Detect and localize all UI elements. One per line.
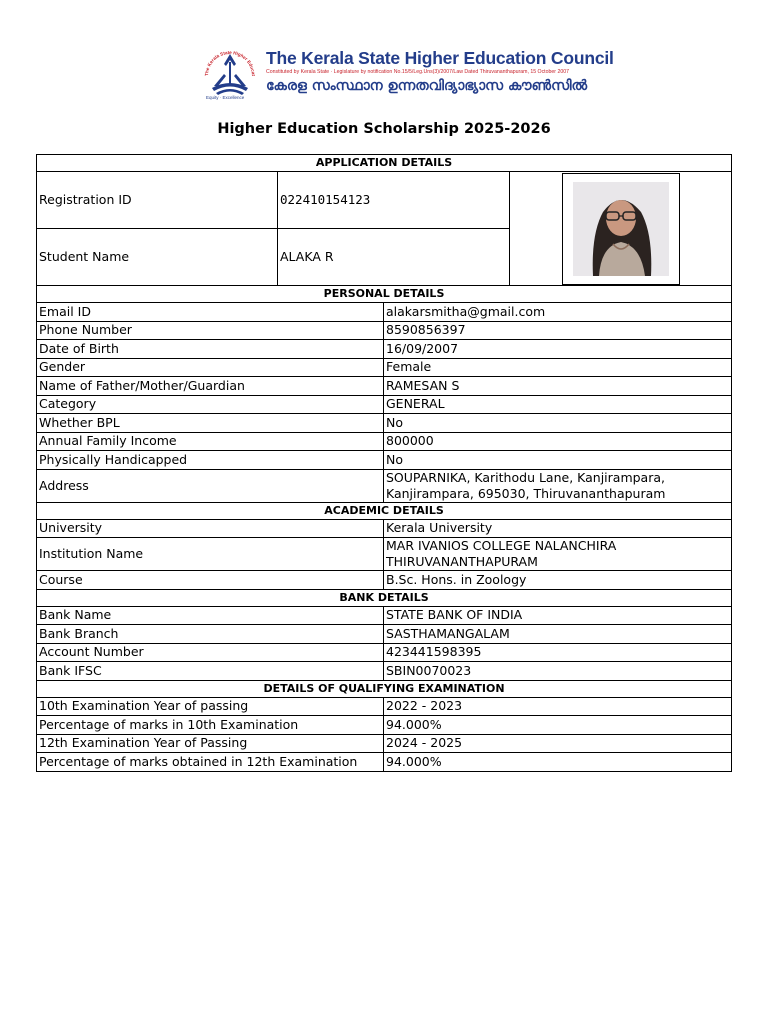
university-label: University bbox=[37, 519, 384, 538]
row-label: Date of Birth bbox=[37, 340, 384, 359]
constitution-note: Constituted by Kerala State · Legislature by notification No.15/5/Leg.Uns(3)/2007/Law Dated Thiruvananthapuram, 15 October 2007 bbox=[266, 69, 569, 75]
row-value: 8590856397 bbox=[384, 321, 732, 340]
course-value: B.Sc. Hons. in Zoology bbox=[384, 571, 732, 590]
table-row bbox=[37, 451, 732, 470]
table-row bbox=[37, 358, 732, 377]
institution-label: Institution Name bbox=[37, 538, 384, 571]
course-row bbox=[37, 571, 732, 590]
institution-line-2: THIRUVANANTHAPURAM bbox=[386, 554, 538, 569]
address-row bbox=[37, 469, 732, 502]
table-row bbox=[37, 716, 732, 735]
row-label: Bank Name bbox=[37, 606, 384, 625]
row-value: SASTHAMANGALAM bbox=[384, 625, 732, 644]
row-value: RAMESAN S bbox=[384, 377, 732, 396]
table-row bbox=[37, 414, 732, 433]
row-value: 16/09/2007 bbox=[384, 340, 732, 359]
row-value: SBIN0070023 bbox=[384, 662, 732, 681]
row-label: Gender bbox=[37, 358, 384, 377]
table-row bbox=[37, 303, 732, 322]
section-label: DETAILS OF QUALIFYING EXAMINATION bbox=[37, 680, 732, 697]
table-row bbox=[37, 606, 732, 625]
application-form-table bbox=[36, 154, 732, 772]
student-photo-icon bbox=[563, 174, 679, 284]
section-header-personal bbox=[37, 286, 732, 303]
row-value: No bbox=[384, 414, 732, 433]
table-row bbox=[37, 643, 732, 662]
council-name-malayalam: കേരള സംസ്ഥാന ഉന്നതവിദ്യാഭ്യാസ കൗൺസിൽ bbox=[266, 78, 588, 94]
table-row bbox=[37, 697, 732, 716]
row-value: 423441598395 bbox=[384, 643, 732, 662]
registration-row bbox=[37, 172, 732, 229]
row-label: Name of Father/Mother/Guardian bbox=[37, 377, 384, 396]
table-row bbox=[37, 734, 732, 753]
row-value: STATE BANK OF INDIA bbox=[384, 606, 732, 625]
university-row bbox=[37, 519, 732, 538]
row-value: 2024 - 2025 bbox=[384, 734, 732, 753]
section-label: APPLICATION DETAILS bbox=[37, 155, 732, 172]
logo-arc-text: The Kerala State Higher Educat bbox=[203, 49, 257, 77]
table-row bbox=[37, 321, 732, 340]
section-header-bank bbox=[37, 589, 732, 606]
student-photo bbox=[562, 173, 680, 285]
table-row bbox=[37, 340, 732, 359]
student-name-label: Student Name bbox=[37, 229, 278, 286]
row-label: Bank Branch bbox=[37, 625, 384, 644]
row-label: Percentage of marks obtained in 12th Examination bbox=[37, 753, 384, 772]
row-value: Female bbox=[384, 358, 732, 377]
registration-label: Registration ID bbox=[37, 172, 278, 229]
table-row bbox=[37, 753, 732, 772]
university-value: Kerala University bbox=[384, 519, 732, 538]
section-label: ACADEMIC DETAILS bbox=[37, 502, 732, 519]
row-value: 94.000% bbox=[384, 753, 732, 772]
logo-motto: Equity · Excellence bbox=[206, 95, 245, 100]
row-label: Percentage of marks in 10th Examination bbox=[37, 716, 384, 735]
student-name: ALAKA R bbox=[278, 229, 510, 286]
row-label: Phone Number bbox=[37, 321, 384, 340]
photo-cell bbox=[510, 172, 732, 286]
row-label: Category bbox=[37, 395, 384, 414]
section-label: BANK DETAILS bbox=[37, 589, 732, 606]
row-label: Bank IFSC bbox=[37, 662, 384, 681]
row-value: alakarsmitha@gmail.com bbox=[384, 303, 732, 322]
council-name: The Kerala State Higher Education Council bbox=[266, 48, 614, 68]
row-label: 12th Examination Year of Passing bbox=[37, 734, 384, 753]
section-header-qualifying bbox=[37, 680, 732, 697]
table-row bbox=[37, 395, 732, 414]
row-value: GENERAL bbox=[384, 395, 732, 414]
address-line-2: Kanjirampara, 695030, Thiruvananthapuram bbox=[386, 485, 666, 501]
row-value: 800000 bbox=[384, 432, 732, 451]
section-header-academic bbox=[37, 502, 732, 519]
table-row bbox=[37, 625, 732, 644]
row-label: Annual Family Income bbox=[37, 432, 384, 451]
row-label: Whether BPL bbox=[37, 414, 384, 433]
course-label: Course bbox=[37, 571, 384, 590]
section-header-application bbox=[37, 155, 732, 172]
council-header bbox=[196, 38, 614, 108]
address-value bbox=[384, 469, 732, 502]
institution-line-1: MAR IVANIOS COLLEGE NALANCHIRA bbox=[386, 538, 617, 553]
table-row bbox=[37, 377, 732, 396]
section-label: PERSONAL DETAILS bbox=[37, 286, 732, 303]
row-label: Email ID bbox=[37, 303, 384, 322]
row-label: 10th Examination Year of passing bbox=[37, 697, 384, 716]
table-row bbox=[37, 662, 732, 681]
registration-id: 022410154123 bbox=[278, 172, 510, 229]
institution-row bbox=[37, 538, 732, 571]
document-title: Higher Education Scholarship 2025-2026 bbox=[217, 121, 551, 137]
institution-value bbox=[384, 538, 732, 571]
row-value: No bbox=[384, 451, 732, 470]
row-value: 94.000% bbox=[384, 716, 732, 735]
address-line-1: SOUPARNIKA, Karithodu Lane, Kanjirampara, bbox=[386, 469, 665, 485]
row-label: Account Number bbox=[37, 643, 384, 662]
table-row bbox=[37, 432, 732, 451]
address-label: Address bbox=[37, 469, 384, 502]
row-label: Physically Handicapped bbox=[37, 451, 384, 470]
row-value: 2022 - 2023 bbox=[384, 697, 732, 716]
